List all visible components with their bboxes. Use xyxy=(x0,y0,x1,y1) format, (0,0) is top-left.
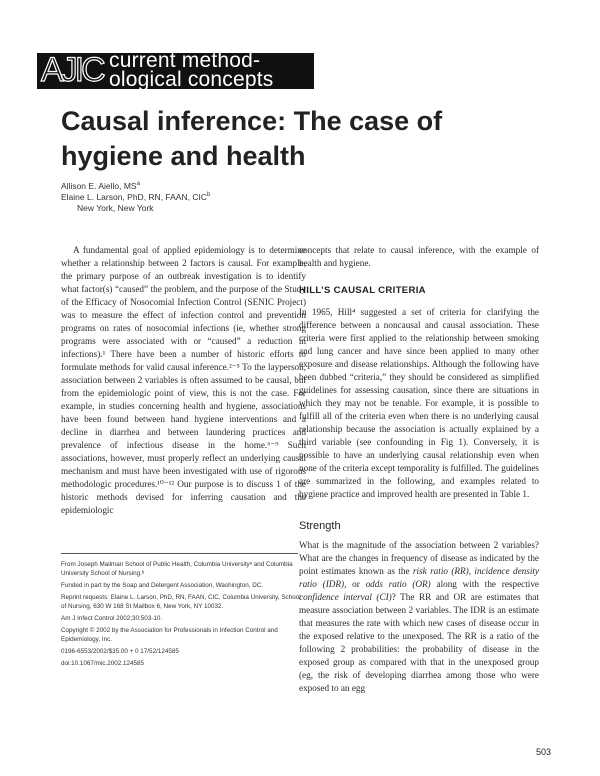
section-heading-hills-criteria: HILL’S CAUSAL CRITERIA xyxy=(299,285,426,296)
author-1-name: Allison E. Aiello, MS xyxy=(61,181,137,191)
footnote-affiliation: From Joseph Mailman School of Public Health, Columbia Universityᵃ and Columbia University School of Nursing.ᵇ xyxy=(61,561,293,577)
journal-logo: AJIC xyxy=(41,51,103,89)
hill-paragraph: In 1965, Hill⁴ suggested a set of criteria for clarifying the difference between a noncausal and causal association. These criteria were first applied to the relationship between smoking and lung cancer and have since been applied to many other exposure and disease relationships. Although the following have been dubbed “criteria,” they should be considered as simplified guidelines for assessing causation, since there are situations in which they may not be tenable. For example, it is possible to fulfill all of the criteria even when there is no underlying causal relationship because the association is actually explained by a third variable (see confounding in Fig 1). Conversely, it is possible to have an underlying causal relationship even when none of the criteria except temporality is fulfilled. The guidelines are summarized in the following, and examples related to hygiene practice and improved health are presented in Table 1. xyxy=(299,307,539,499)
article-title-line-2: hygiene and health xyxy=(61,141,306,171)
author-location: New York, New York xyxy=(77,203,154,213)
intro-paragraph: A fundamental goal of applied epidemiology is to determine whether a relationship between 2 factors is causal. For example, the primary purpose of an outbreak investigation is to identify what factor(s) “caused” the problem, and the purpose of the Study of the Efficacy of Nosocomial Infection Control (SENIC Project) was to measure the effect of infection control and prevention programs on rates of nosocomial infections (ie, whether strong programs were associated with or “caused” a reduction in infections).¹ There have been a number of historic efforts to formulate methods for valid causal inference.²⁻⁵ To the layperson, association between 2 variables is often assumed to be causal, but from the epidemiologic point of view, this is not the case. For example, in studies concerning health and hygiene, associations have been found between hand hygiene interventions and a decline in diarrhea and between laundering practices and prevalence of infectious disease in the home.⁶⁻⁹ Such associations, however, must properly reflect an underlying causal mechanism and must have been investigated with use of rigorous methodologic procedures.¹⁰⁻¹² Our purpose is to discuss 1 of the historic methods devised for inferring causation and the epidemiologic xyxy=(61,245,306,515)
strength-text-3: , or xyxy=(344,579,366,589)
section-title xyxy=(109,51,274,89)
term-risk-ratio: risk ratio (RR) xyxy=(412,566,469,576)
right-column xyxy=(299,244,539,270)
footnotes xyxy=(61,560,306,671)
footnote-divider xyxy=(61,553,298,554)
page-number: 503 xyxy=(536,747,552,757)
subheading-strength: Strength xyxy=(299,520,341,532)
term-odds-ratio: odds ratio (OR) xyxy=(365,579,431,589)
author-2-affiliation-mark: b xyxy=(206,192,211,199)
section-title-line-1: current method- xyxy=(109,49,261,72)
footnote-copyright: Copyright © 2002 by the Association for Professionals in Infection Control and Epidemiology, Inc. xyxy=(61,627,278,643)
article-title xyxy=(61,104,461,174)
footnote-reprints: Reprint requests: Elaine L. Larson, PhD, RN, FAAN, CIC, Columbia University, School of Nursing, 630 W 168 St Mailbox 6, New York, NY 10032. xyxy=(61,594,301,610)
hill-criteria-section xyxy=(299,306,539,501)
footnote-doi: doi:10.1067/mic.2002.124585 xyxy=(61,660,144,667)
term-incidence-density-ratio: incidence density ratio (IDR) xyxy=(299,566,540,589)
section-title-line-2: ological concepts xyxy=(109,68,274,91)
author-2 xyxy=(61,192,210,202)
continuation-paragraph: concepts that relate to causal inference, with the example of health and hygiene. xyxy=(299,245,539,268)
strength-section xyxy=(299,539,539,695)
author-1 xyxy=(61,181,140,191)
footnote-issn: 0196-6553/2002/$35.00 + 0 17/52/124585 xyxy=(61,648,179,655)
strength-paragraph xyxy=(299,539,539,695)
footnote-citation: Am J Infect Control 2002;30:503-10. xyxy=(61,615,163,622)
author-2-name: Elaine L. Larson, PhD, RN, FAAN, CIC xyxy=(61,192,207,202)
strength-text-2: , xyxy=(468,566,475,576)
left-column xyxy=(61,244,306,517)
term-confidence-interval: confidence interval (CI) xyxy=(299,592,392,602)
footnote-funding: Funded in part by the Soap and Detergent Association, Washington, DC. xyxy=(61,582,264,589)
strength-text-5: ? The RR and OR are estimates that measure association between 2 variables. The IDR is an estimate that measures the rate with which new cases of disease occur in the exposed relative to the unexposed. The RR is a ratio of the following 2 probabilities: the probability of disease in the exposed group as compared with that in the unexposed group (eg, the risk of developing diarrhea among those who were exposed to an egg xyxy=(299,592,539,693)
author-1-affiliation-mark: a xyxy=(136,181,140,188)
strength-text-4: along with the respective xyxy=(430,579,540,589)
article-title-line-1: Causal inference: The case of xyxy=(61,106,443,136)
strength-text-1: What is the magnitude of the association between 2 variables? What are the changes in frequency of disease as indicated by the point estimates known as the xyxy=(299,540,539,576)
